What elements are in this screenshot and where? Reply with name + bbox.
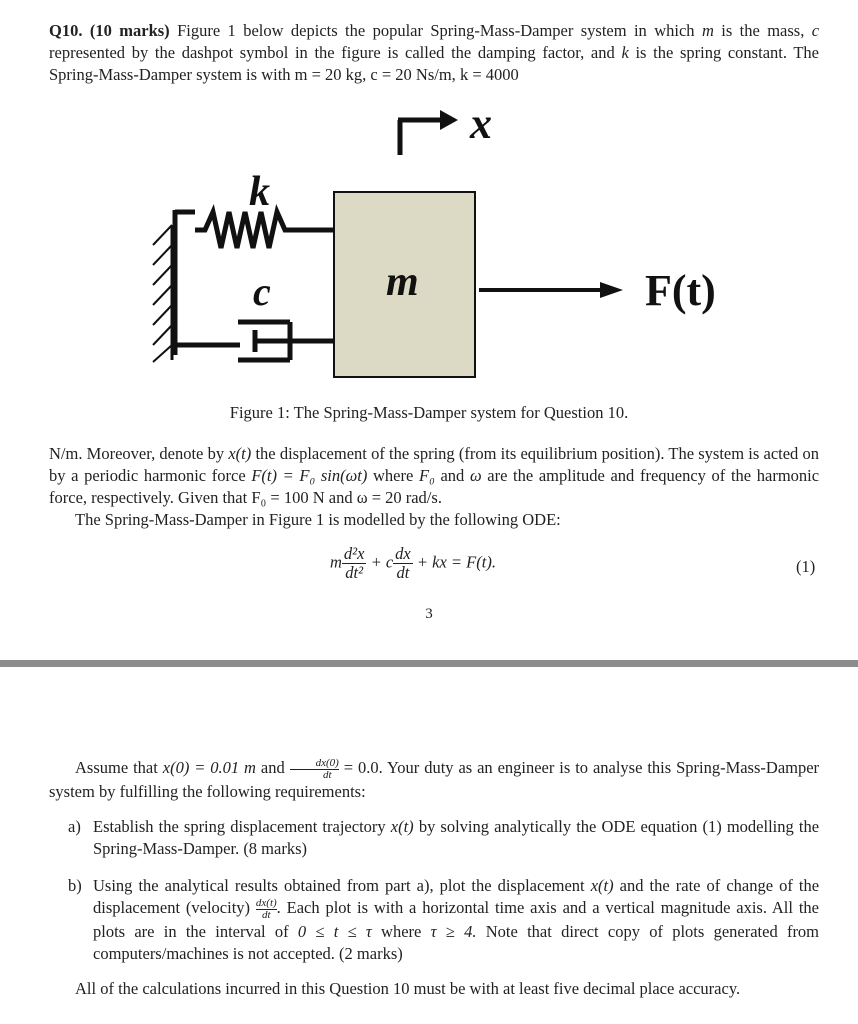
question-intro [49,20,819,86]
wall [153,225,172,362]
damping-value: c = 20 Ns/m, [370,65,456,84]
p4-den: dt [322,768,332,781]
intro-text-2: is the mass, [721,21,805,40]
mass-value: m = 20 kg, [294,65,367,84]
item-b-t4: where [381,921,422,941]
item-a-xt: x(t) [390,817,414,836]
label-c: c [253,269,271,314]
frame [175,210,240,355]
system-description [49,443,819,509]
displacement-arrow [398,120,445,155]
item-b-tau: τ ≥ 4. [430,921,477,941]
intro-text-4: is the spring constant. The Spring-Mass-Damper system is with [49,43,819,84]
p4-t1: Assume that [75,758,158,777]
p2-xt: x(t) [228,444,252,463]
intro-text-1: Figure 1 below depicts the popular Spring-Mass-Damper system in which [177,21,695,40]
question-marks: (10 marks) [89,21,170,40]
page-number: 3 [425,606,433,622]
p2-t1: N/m. Moreover, denote by [49,444,225,463]
item-b-xt: x(t) [590,876,614,895]
p2-omval: ω = 20 rad/s. [356,488,442,507]
item-a-t2: by solving analytically the ODE equation (1) modelling the Spring-Mass-Damper. (8 marks) [93,817,820,858]
var-c: c [811,21,820,40]
eq-m: m [330,552,342,572]
eq-d2x: d²x [343,544,365,563]
var-k: k [621,43,629,62]
item-a-t1: Establish the spring displacement trajectory [93,817,386,836]
p2-F0: F₀ [418,466,435,485]
accuracy-note: All of the calculations incurred in this Question 10 must be with at least five decimal place accuracy. [75,979,741,998]
p4-x0: x(0) = 0.01 m [162,758,256,777]
item-b-interval: 0 ≤ t ≤ τ [297,921,372,941]
label-force: F(t) [645,266,716,315]
item-b-t5: Note that direct copy of plots generated from computers/machines is not accepted. (2 marks) [93,921,820,963]
item-b-t3: . Each plot is with a horizontal time axis and a vertical magnitude axis. All the plots are in the interval of [93,898,819,941]
p2-t5: are the amplitude and frequency of the harmonic force, respectively. Given that [49,466,820,507]
eq-dt: dt [396,563,410,582]
p2-F0val: F₀ = 100 N [251,488,325,507]
ode-intro: The Spring-Mass-Damper in Figure 1 is modelled by the following ODE: [75,510,561,529]
p2-t3: where [373,466,414,485]
p2-t6: and [328,488,353,507]
question-label: Q10. [49,21,83,40]
item-a-label: a) [68,817,81,836]
item-b-t1: Using the analytical results obtained from part a), plot the displacement [93,876,585,895]
p2-omega: ω [469,466,482,485]
figure-caption: Figure 1: The Spring-Mass-Damper system for Question 10. [229,403,629,422]
p2-t2: the displacement of the spring (from its equilibrium position). The system is acted on by a periodic harmonic force [49,444,820,485]
dashpot [238,322,333,360]
item-b-den: dt [262,908,271,921]
intro-text-3: represented by the dashpot symbol in the figure is called the damping factor, and [49,43,615,62]
p4-frac [290,758,339,781]
ode-equation [330,545,496,582]
label-k: k [249,169,270,215]
force-arrow-head [600,282,623,298]
equation-number: (1) [796,557,816,576]
spring [195,212,333,248]
page-divider [0,660,858,667]
item-b-frac [256,898,277,921]
var-m: m [701,21,714,40]
p4-num: dx(0) [290,758,339,770]
assumption-paragraph [49,757,819,803]
arrow-head [440,110,458,130]
p2-t4: and [440,466,465,485]
item-b-num: dx(t) [255,896,277,909]
p2-force: F(t) = F₀ sin(ωt) [251,466,368,485]
eq-dx: dx [395,544,411,563]
eq-frac-1 [342,545,367,582]
label-m: m [386,259,419,305]
item-b-label: b) [68,876,82,895]
eq-plus-c: + c [370,552,394,572]
requirement-b [68,875,819,965]
eq-rest: + kx = F(t). [416,552,496,572]
label-x: x [470,100,492,148]
spring-mass-damper-figure [145,100,745,385]
p4-t2: and [260,758,285,777]
item-b-t2: and the rate of change of the displacement (velocity) [93,876,820,917]
eq-frac-2 [393,545,413,582]
eq-dt2: dt² [345,563,364,582]
requirement-a [68,816,819,860]
spring-value: k = 4000 [459,65,519,84]
p4-t3: = 0.0. Your duty as an engineer is to analyse this Spring-Mass-Damper system by fulfilling the following requirements: [49,758,820,801]
